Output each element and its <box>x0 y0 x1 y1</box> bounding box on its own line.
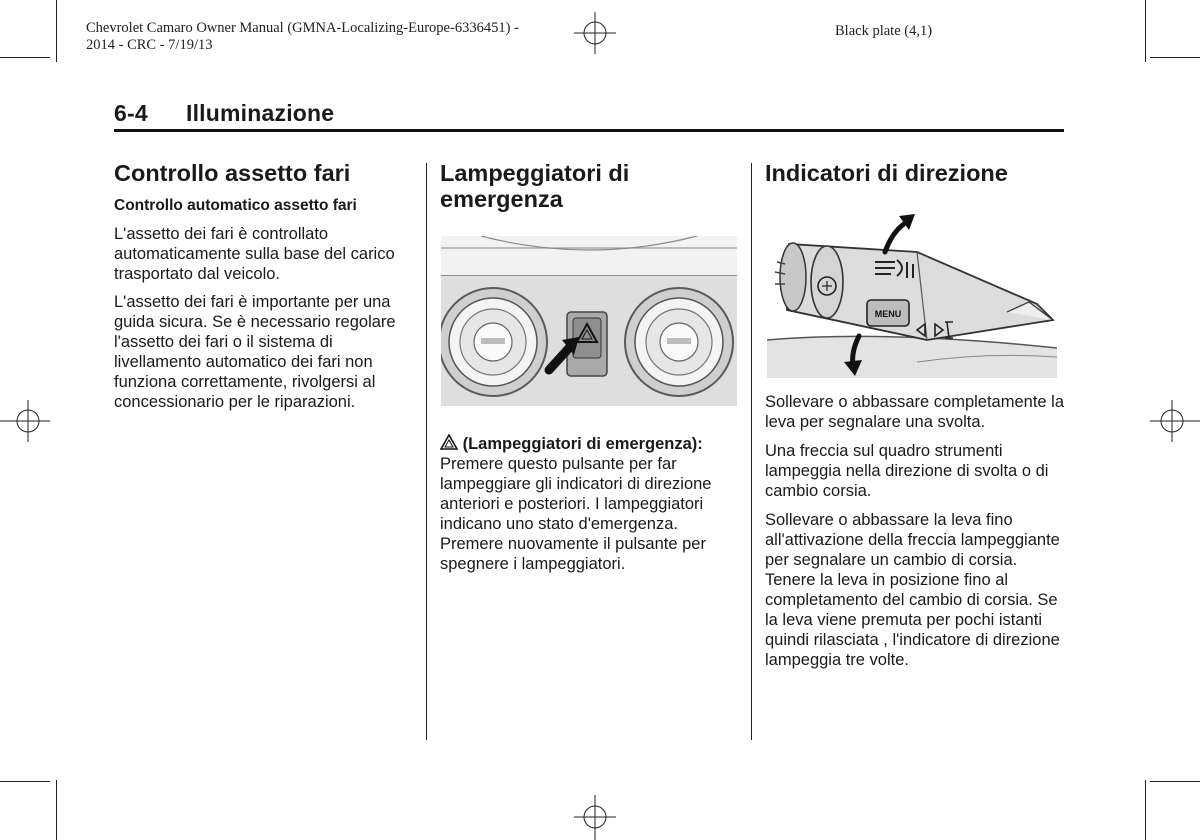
paragraph: Sollevare o abbassare completamente la leva per segnalare una svolta. <box>765 393 1065 431</box>
registration-mark-top <box>574 12 616 54</box>
column-1 <box>114 160 414 412</box>
heading-turn-signals: Indicatori di direzione <box>765 160 1008 186</box>
crop-mark <box>0 781 50 782</box>
heading-headlamp-leveling: Controllo assetto fari <box>114 160 351 186</box>
crop-mark <box>1145 780 1146 840</box>
page-title <box>114 100 334 127</box>
crop-mark <box>1145 0 1146 62</box>
hazard-switch-illustration <box>441 236 737 406</box>
crop-mark <box>1150 781 1200 782</box>
menu-button-label: MENU <box>874 309 902 319</box>
registration-mark-right <box>1150 400 1200 442</box>
plate-label: Black plate (4,1) <box>835 23 933 39</box>
column-divider <box>751 163 752 740</box>
crop-mark <box>0 57 50 58</box>
crop-mark <box>56 780 57 840</box>
hazard-warning-icon <box>440 434 458 450</box>
page-number: 6-4 <box>114 100 148 126</box>
column-3 <box>765 160 1065 186</box>
heading-hazard-flashers: Lampeggiatori di emergenza <box>440 160 630 212</box>
paragraph <box>440 434 738 574</box>
section-title: Illuminazione <box>186 100 335 126</box>
registration-mark-bottom <box>574 795 616 840</box>
paragraph: L'assetto dei fari è importante per una guida sicura. Se è necessario regolare l'assetto dei fari o il sistema di livellamento automatico dei fari non funziona correttamente, rivolgersi al concessionario per le riparazioni. <box>114 293 396 411</box>
paragraph: L'assetto dei fari è controllato automaticamente sulla base del carico trasportato dal veicolo. <box>114 225 395 283</box>
title-rule <box>114 129 1064 132</box>
column-2 <box>440 160 738 212</box>
paragraph: Sollevare o abbassare la leva fino all'attivazione della freccia lampeggiante per segnalare un cambio di corsia. Tenere la leva in posizione fino al completamento del cambio di corsia. Se la leva viene premuta per pochi istanti quindi rilasciata , l'indicatore di direzione lampeggia tre volte. <box>765 511 1060 669</box>
turn-signal-text <box>765 392 1065 670</box>
paragraph: Una freccia sul quadro strumenti lampeggia nella direzione di svolta o di cambio corsia. <box>765 442 1049 500</box>
turn-signal-lever-illustration <box>767 212 1057 378</box>
subheading-auto-leveling: Controllo automatico assetto fari <box>114 197 357 214</box>
print-header-line2: 2014 - CRC - 7/19/13 <box>86 37 213 53</box>
hazard-description <box>440 434 738 574</box>
crop-mark <box>56 0 57 62</box>
registration-mark-left <box>0 400 50 442</box>
column-divider <box>426 163 427 740</box>
print-header-line1: Chevrolet Camaro Owner Manual (GMNA-Localizing-Europe-6336451) - <box>86 20 519 36</box>
hazard-body: Premere questo pulsante per far lampeggiare gli indicatori di direzione anteriori e posteriori. I lampeggiatori indicano uno stato d'emergenza. Premere nuovamente il pulsante per spegnere i lampeggiatori. <box>440 455 712 573</box>
hazard-label: (Lampeggiatori di emergenza): <box>462 435 703 453</box>
crop-mark <box>1150 57 1200 58</box>
print-header <box>86 20 519 54</box>
